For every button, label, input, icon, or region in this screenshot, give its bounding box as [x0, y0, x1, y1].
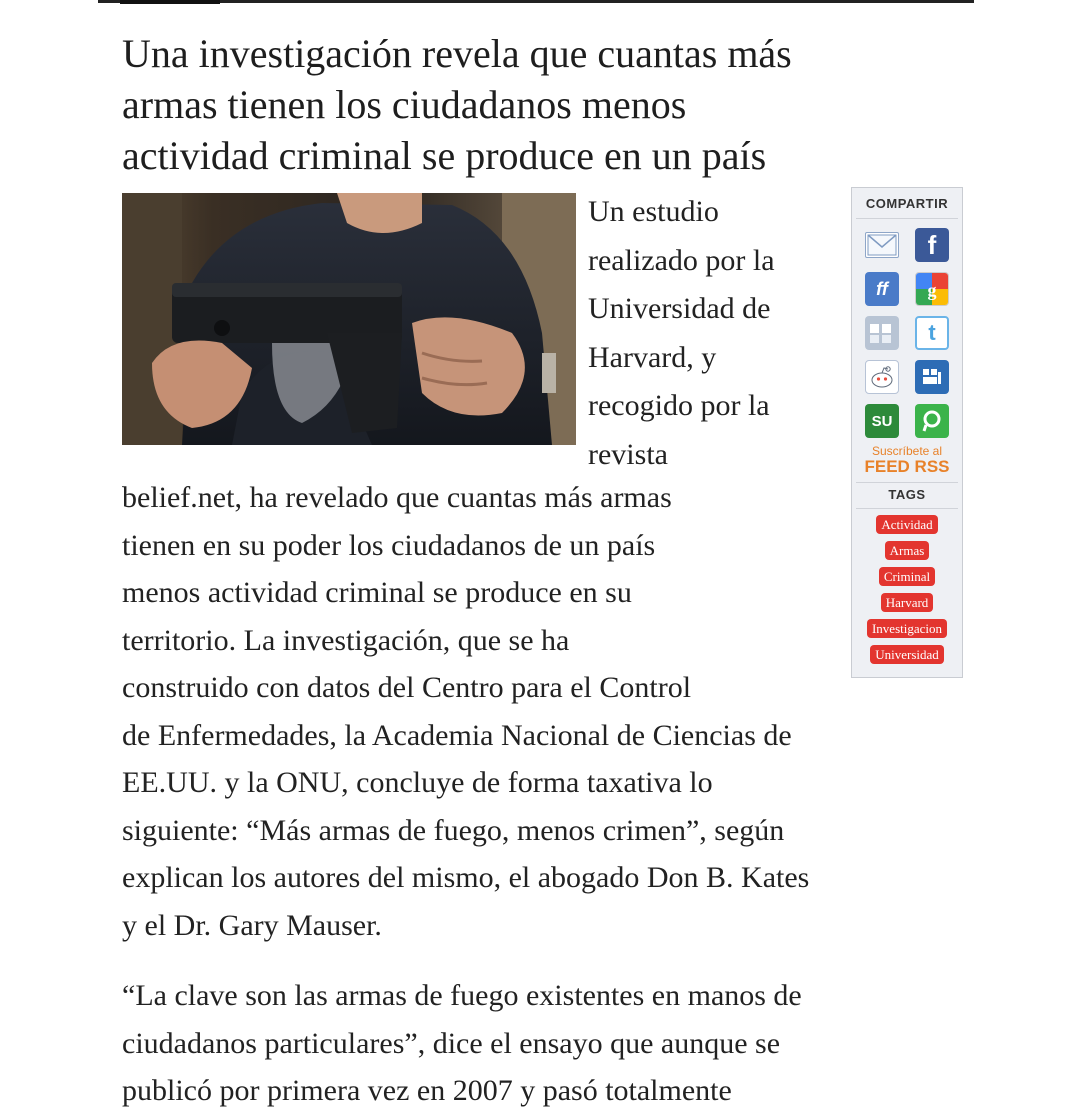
lead-line: realizado por la: [588, 243, 775, 277]
top-divider-accent: [120, 0, 220, 4]
body-line: ciudadanos particulares”, dice el ensayo que aunque se: [122, 1026, 781, 1060]
article-paragraph-2: [122, 972, 972, 1114]
lead-line: recogido por la: [588, 389, 770, 422]
tag-link[interactable]: Universidad: [870, 645, 944, 664]
body-line: de Enfermedades, la Academia Nacional de Ciencias de: [122, 718, 792, 752]
tag-link[interactable]: Harvard: [881, 593, 934, 612]
article-photo: [122, 193, 576, 445]
myspace-icon[interactable]: [865, 316, 899, 350]
svg-text:g: g: [927, 280, 937, 300]
article-body: [122, 474, 962, 949]
rss-subscribe-link[interactable]: [852, 444, 962, 476]
lead-line: Harvard, y: [588, 340, 717, 374]
tag-link[interactable]: Investigacion: [867, 619, 947, 638]
photo-illustration: [122, 193, 576, 445]
tag-link[interactable]: Armas: [885, 541, 930, 560]
email-icon[interactable]: [865, 232, 899, 258]
tags-title: TAGS: [888, 487, 926, 502]
body-line: siguiente: “Más armas de fuego, menos crimen”, según: [122, 813, 785, 847]
body-line: “La clave son las armas de fuego existentes en manos de: [122, 979, 802, 1012]
tag-link[interactable]: Criminal: [879, 567, 935, 586]
share-icons: [865, 228, 951, 438]
lead-line: Un estudio: [588, 195, 719, 228]
rss-line: Suscríbete al: [871, 444, 943, 458]
body-line: construido con datos del Centro para el Control: [122, 671, 692, 704]
tag-link[interactable]: Actividad: [876, 515, 937, 534]
body-line: explican los autores del mismo, el abogado Don B. Kates: [122, 861, 810, 894]
friendfeed-icon[interactable]: ff: [865, 272, 899, 306]
article-lead: [588, 188, 838, 479]
body-line: y el Dr. Gary Mauser.: [122, 908, 382, 942]
divider: [856, 508, 958, 509]
stumbleupon-icon[interactable]: SU: [865, 404, 899, 438]
google-icon[interactable]: [915, 272, 949, 306]
body-line: menos actividad criminal se produce en su: [122, 576, 632, 609]
divider: [856, 218, 958, 219]
body-line: tienen en su poder los ciudadanos de un país: [122, 528, 656, 562]
divider: [856, 482, 958, 483]
headline-line: armas tienen los ciudadanos menos: [122, 82, 687, 127]
reddit-icon[interactable]: [865, 360, 899, 394]
article-headline: [122, 28, 972, 181]
tag-list: [852, 515, 962, 671]
bitacoras-icon[interactable]: [915, 404, 949, 438]
twitter-icon[interactable]: t: [915, 316, 949, 350]
meneame-icon[interactable]: [915, 360, 949, 394]
headline-line: Una investigación revela que cuantas más: [122, 31, 792, 76]
share-sidebar: [851, 187, 963, 678]
body-line: EE.UU. y la ONU, concluye de forma taxativa lo: [122, 766, 713, 799]
body-line: belief.net, ha revelado que cuantas más armas: [122, 481, 672, 514]
share-title: COMPARTIR: [865, 196, 949, 211]
body-line: territorio. La investigación, que se ha: [122, 623, 570, 657]
top-divider: [98, 0, 974, 3]
headline-line: actividad criminal se produce en un país: [122, 133, 767, 178]
rss-line: FEED RSS: [864, 457, 950, 476]
body-line: publicó por primera vez en 2007 y pasó totalmente: [122, 1074, 732, 1107]
lead-line: revista: [588, 437, 668, 471]
lead-line: Universidad de: [588, 292, 771, 325]
facebook-icon[interactable]: f: [915, 228, 949, 262]
